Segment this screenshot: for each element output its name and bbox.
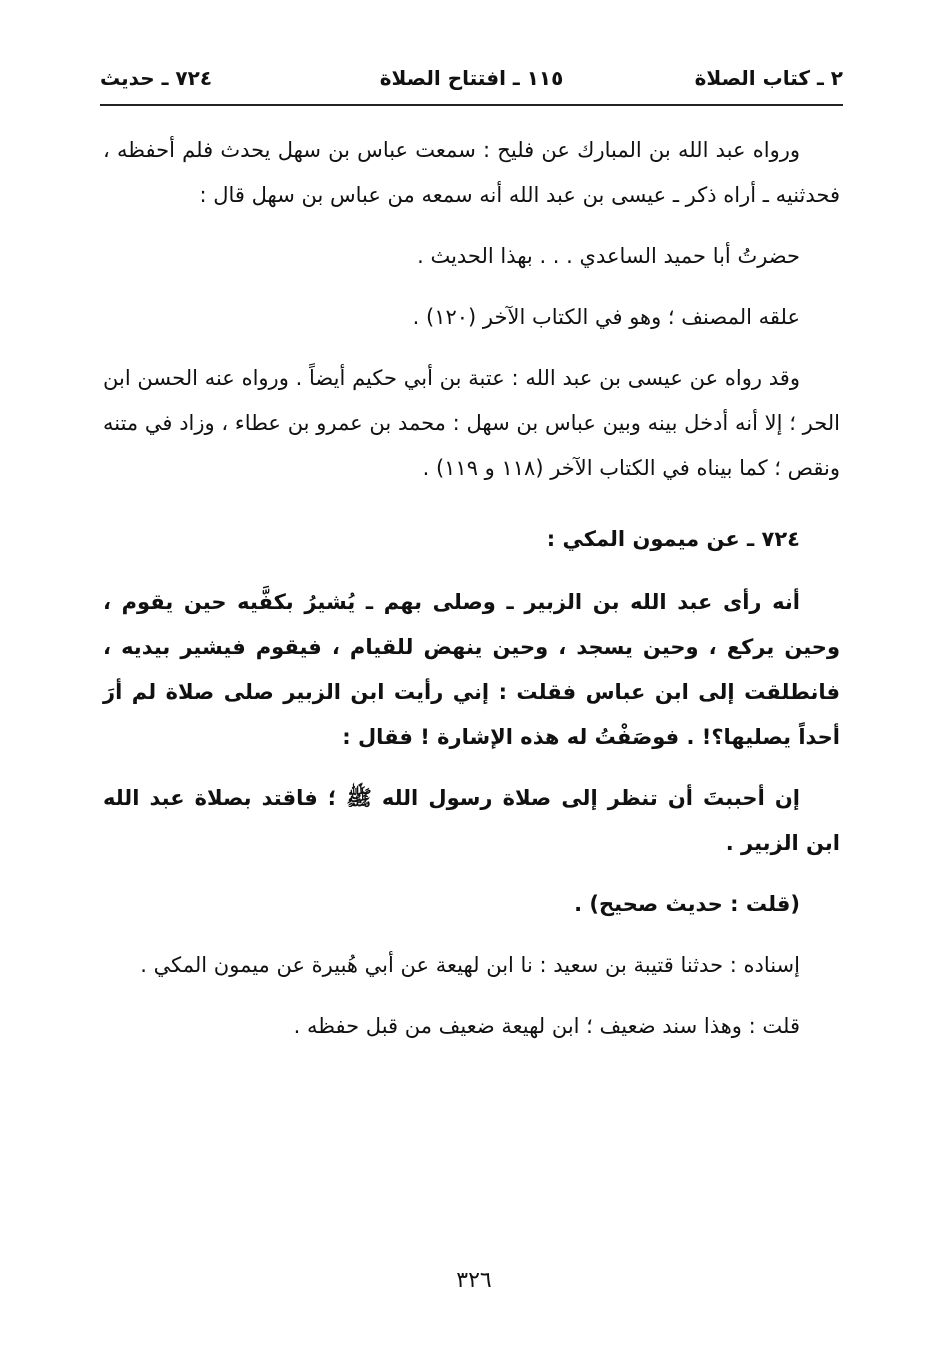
running-header xyxy=(100,62,843,102)
hadith-text-continued: إن أحببتَ أن تنظر إلى صلاة رسول الله ﷺ ؛ فاقتد بصلاة عبد الله ابن الزبير . xyxy=(103,786,840,855)
grading: (قلت : حديث صحيح) . xyxy=(574,892,800,916)
paragraph-narration: ورواه عبد الله بن المبارك عن فليح : سمعت عباس بن سهل يحدث فلم أحفظه ، فحدثنيه ـ أراه ذكر ـ عيسى بن عبد الله أنه سمعه من عباس بن سهل قال : xyxy=(103,138,840,207)
hadith-heading: ٧٢٤ ـ عن ميمون المكي : xyxy=(546,527,800,551)
paragraph-quote: حضرتُ أبا حميد الساعدي . . . بهذا الحديث . xyxy=(417,244,800,268)
header-hadith-number: ٧٢٤ ـ حديث xyxy=(100,66,213,90)
page-body xyxy=(103,128,840,1065)
header-chapter: ٢ ـ كتاب الصلاة xyxy=(694,66,843,90)
hadith-text: أنه رأى عبد الله بن الزبير ـ وصلى بهم ـ يُشيرُ بكفَّيه حين يقوم ، وحين يركع ، وحين يسجد ، وحين ينهض للقيام ، فيقوم فيشير بيديه ، فانطلقت إلى ابن عباس فقلت : إني رأيت ابن الزبير صلى صلاة لم أرَ أحداً يصليها؟! . فوصَفْتُ له هذه الإشارة ! فقال : xyxy=(103,590,840,749)
isnad-critique: قلت : وهذا سند ضعيف ؛ ابن لهيعة ضعيف من قبل حفظه . xyxy=(293,1014,800,1038)
paragraph-commentary: وقد رواه عن عيسى بن عبد الله : عتبة بن أبي حكيم أيضاً . ورواه عنه الحسن ابن الحر ؛ إلا أنه أدخل بينه وبين عباس بن سهل : محمد بن عمرو بن عطاء ، وزاد في متنه ونقص ؛ كما بيناه في الكتاب الآخر (١١٨ و ١١٩) . xyxy=(103,366,840,480)
page-number: ٣٢٦ xyxy=(456,1268,492,1293)
isnad: إسناده : حدثنا قتيبة بن سعيد : نا ابن لهيعة عن أبي هُبيرة عن ميمون المكي . xyxy=(140,953,800,977)
header-section: ١١٥ ـ افتتاح الصلاة xyxy=(379,66,564,90)
paragraph-note: علقه المصنف ؛ وهو في الكتاب الآخر (١٢٠) . xyxy=(412,305,800,329)
header-rule xyxy=(100,104,843,106)
